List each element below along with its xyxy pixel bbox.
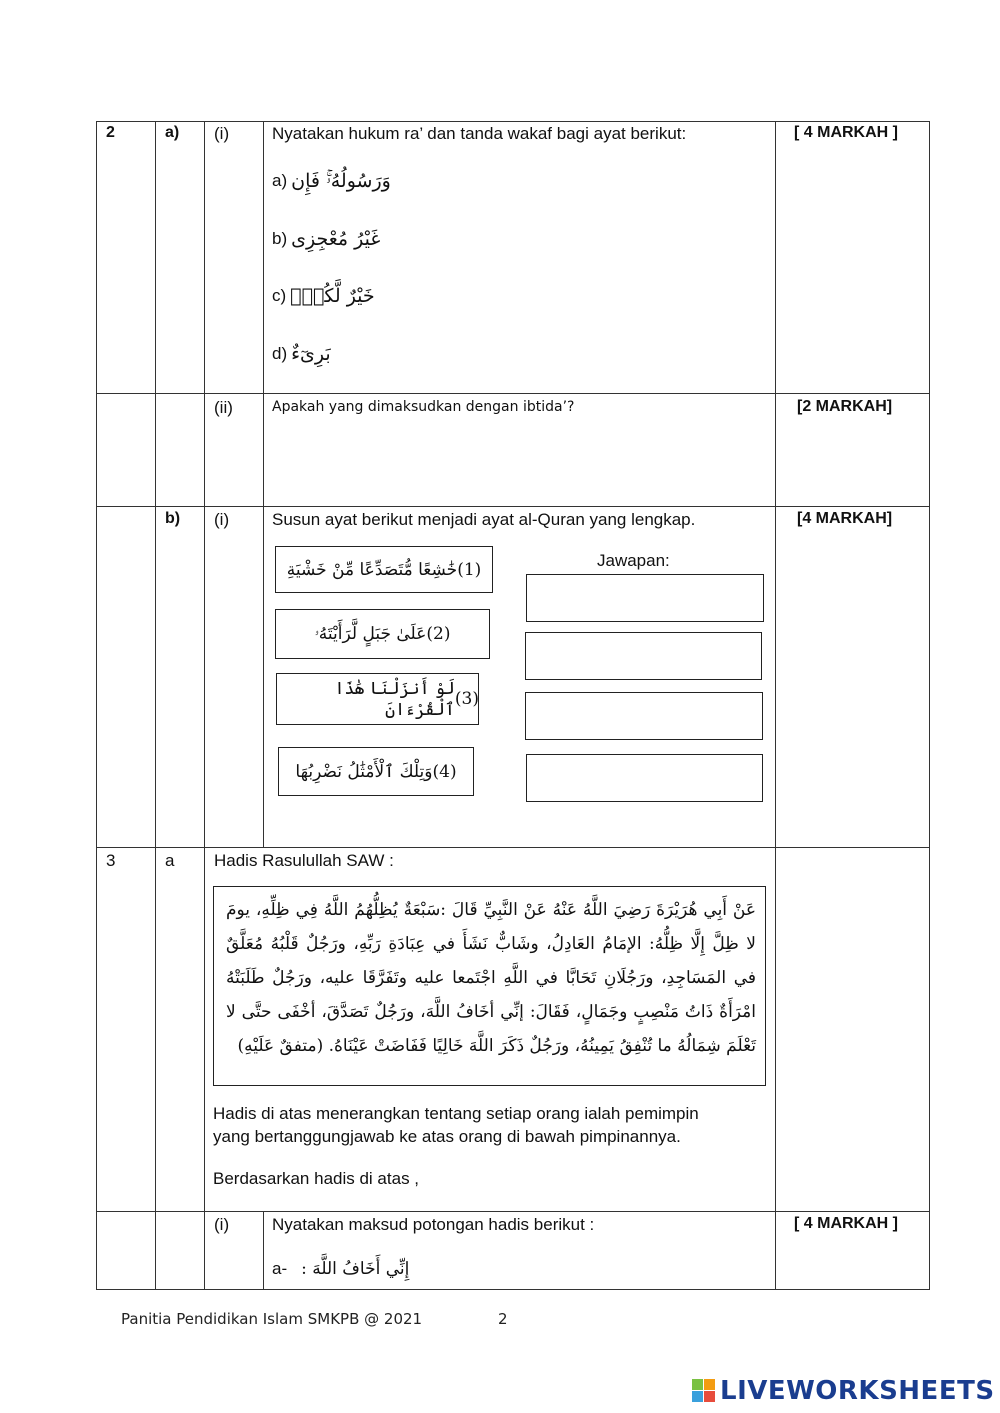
phrase-number: (4): [432, 761, 457, 782]
instruction-text: Berdasarkan hadis di atas ,: [213, 1169, 420, 1188]
grid-line: [263, 121, 264, 847]
grid-line: [96, 121, 97, 1289]
sub-question-label: (i): [214, 124, 230, 143]
question-text: Susun ayat berikut menjadi ayat al-Quran yang lengkap.: [272, 510, 696, 529]
grid-line: [929, 121, 930, 1289]
arabic-phrase: عَلَىٰ جَبَلٍ لَّرَأَيْتَهُۥ: [314, 624, 427, 644]
grid-line: [96, 506, 930, 507]
grid-line: [155, 121, 156, 1289]
part-label: a: [165, 851, 175, 870]
part-label: b): [165, 510, 181, 527]
item-label: c): [272, 286, 287, 305]
grid-line: [96, 1289, 930, 1290]
phrase-card-text: [278, 747, 474, 796]
recitation-item: [272, 170, 391, 192]
answer-box[interactable]: [525, 632, 762, 680]
grid-line: [775, 121, 776, 1289]
arabic-phrase: خَٰشِعًا مُّتَصَدِّعًا مِّنْ خَشْيَةِ: [286, 559, 458, 580]
arabic-phrase: غَيْرُ مُعْجِزِى: [291, 228, 381, 250]
phrase-number: (1): [457, 559, 482, 580]
recitation-item: [272, 228, 380, 250]
arabic-phrase: إِنِّي أَخَافُ اللَّهَ :: [301, 1259, 410, 1279]
grid-line: [96, 393, 930, 394]
phrase-number: (3): [454, 689, 479, 709]
phrase-card-text: [275, 609, 490, 659]
question-text: Nyatakan hukum ra’ dan tanda wakaf bagi ayat berikut:: [272, 124, 687, 143]
logo-text: LIVEWORKSHEETS: [720, 1376, 995, 1406]
phrase-card-text: [276, 673, 479, 725]
phrase-number: (2): [426, 624, 451, 644]
sub-question-label: (i): [214, 510, 230, 529]
grid-line: [204, 121, 205, 1289]
logo-square: [704, 1391, 715, 1402]
arabic-phrase: بَرِىٓءٌ: [291, 343, 331, 365]
hadis-note-line: Hadis di atas menerangkan tentang setiap orang ialah pemimpin: [213, 1104, 699, 1123]
grid-line: [96, 1211, 930, 1212]
page-number: 2: [498, 1310, 508, 1328]
arabic-phrase: خَيْرٌ لَّكُمْۖ: [290, 285, 375, 307]
grid-line: [96, 121, 930, 122]
liveworksheets-logo[interactable]: [692, 1376, 995, 1406]
logo-icon: [692, 1379, 716, 1403]
item-label: d): [272, 344, 288, 363]
marks-label: [4 MARKAH]: [797, 510, 893, 527]
hadis-note-line: yang bertanggungjawab ke atas orang di bawah pimpinannya.: [213, 1127, 681, 1146]
recitation-item: [272, 285, 375, 307]
logo-square: [704, 1379, 715, 1390]
arabic-phrase: وَرَسُولُهُۥۚ فَإِن: [291, 170, 391, 192]
question-text: Nyatakan maksud potongan hadis berikut :: [272, 1215, 595, 1234]
item-label: a): [272, 171, 288, 190]
hadis-text: عَنْ أَبِي هُرَيْرَةَ رَضِيَ اللَّهُ عَنْهُ عَنْ النَّبِيِّ قَالَ :سَبْعَةٌ يُظِلُّهُمُ اللَّهُ فِي ظِلِّهِ، يومَ لا ظِلَّ إِلَّا ظِلُّهُ: الإمَامُ العَادِلُ، وشَابٌّ نَشَأَ في عِبَادَةِ رَبِّهِ، ورَجُلٌ قَلْبُهُ مُعَلَّقٌ في المَسَاجِدِ، ورَجُلَانِ تَحَابَّا في اللَّهِ اجْتَمعا عليه وتَفَرَّقَا عليه، ورَجُلٌ طَلَبَتْهُ امْرَأَةٌ ذَاتُ مَنْصِبٍ وجَمَالٍ، فَقَالَ: إنِّي أخَافُ اللَّهَ، ورَجُلٌ تَصَدَّقَ، أخْفَى حتَّى لا تَعْلَمَ شِمَالُهُ ما تُنْفِقُ يَمِينُهُ، ورَجُلٌ ذَكَرَ اللَّهَ خَالِيًا فَفَاضَتْ عَيْنَاهُ. (متفقٌ عَلَيْهِ): [226, 900, 756, 1056]
hadis-heading: Hadis Rasulullah SAW :: [214, 851, 394, 870]
grid-line: [263, 1211, 264, 1289]
phrase-card-text: [275, 546, 493, 593]
sub-question-label: (ii): [214, 398, 233, 417]
grid-line: [96, 847, 930, 848]
question-number: 2: [106, 124, 115, 141]
item-label: a-: [272, 1259, 288, 1278]
marks-label: [ 4 MARKAH ]: [794, 124, 898, 141]
footer-text: Panitia Pendidikan Islam SMKPB @ 2021: [121, 1310, 423, 1328]
arabic-phrase: وَتِلْكَ ٱلْأَمْثَٰلُ نَضْرِبُهَا: [295, 762, 433, 782]
answer-label: Jawapan:: [597, 551, 670, 570]
recitation-item: [272, 343, 331, 365]
marks-label: [ 4 MARKAH ]: [794, 1215, 898, 1232]
logo-square: [692, 1391, 703, 1402]
item-label: b): [272, 229, 288, 248]
answer-box[interactable]: [525, 692, 763, 740]
answer-box[interactable]: [526, 754, 763, 802]
marks-label: [2 MARKAH]: [797, 398, 893, 415]
question-text: Apakah yang dimaksudkan dengan ibtida’?: [272, 399, 575, 415]
arabic-phrase: لَوْ أَنزَلْنَا هَٰذَا ٱلْقُرْءَانَ: [334, 679, 455, 720]
question-number: 3: [106, 851, 116, 870]
part-label: a): [165, 124, 180, 141]
sub-question-label: (i): [214, 1215, 230, 1234]
answer-box[interactable]: [526, 574, 764, 622]
logo-square: [692, 1379, 703, 1390]
hadis-item: [272, 1259, 409, 1279]
